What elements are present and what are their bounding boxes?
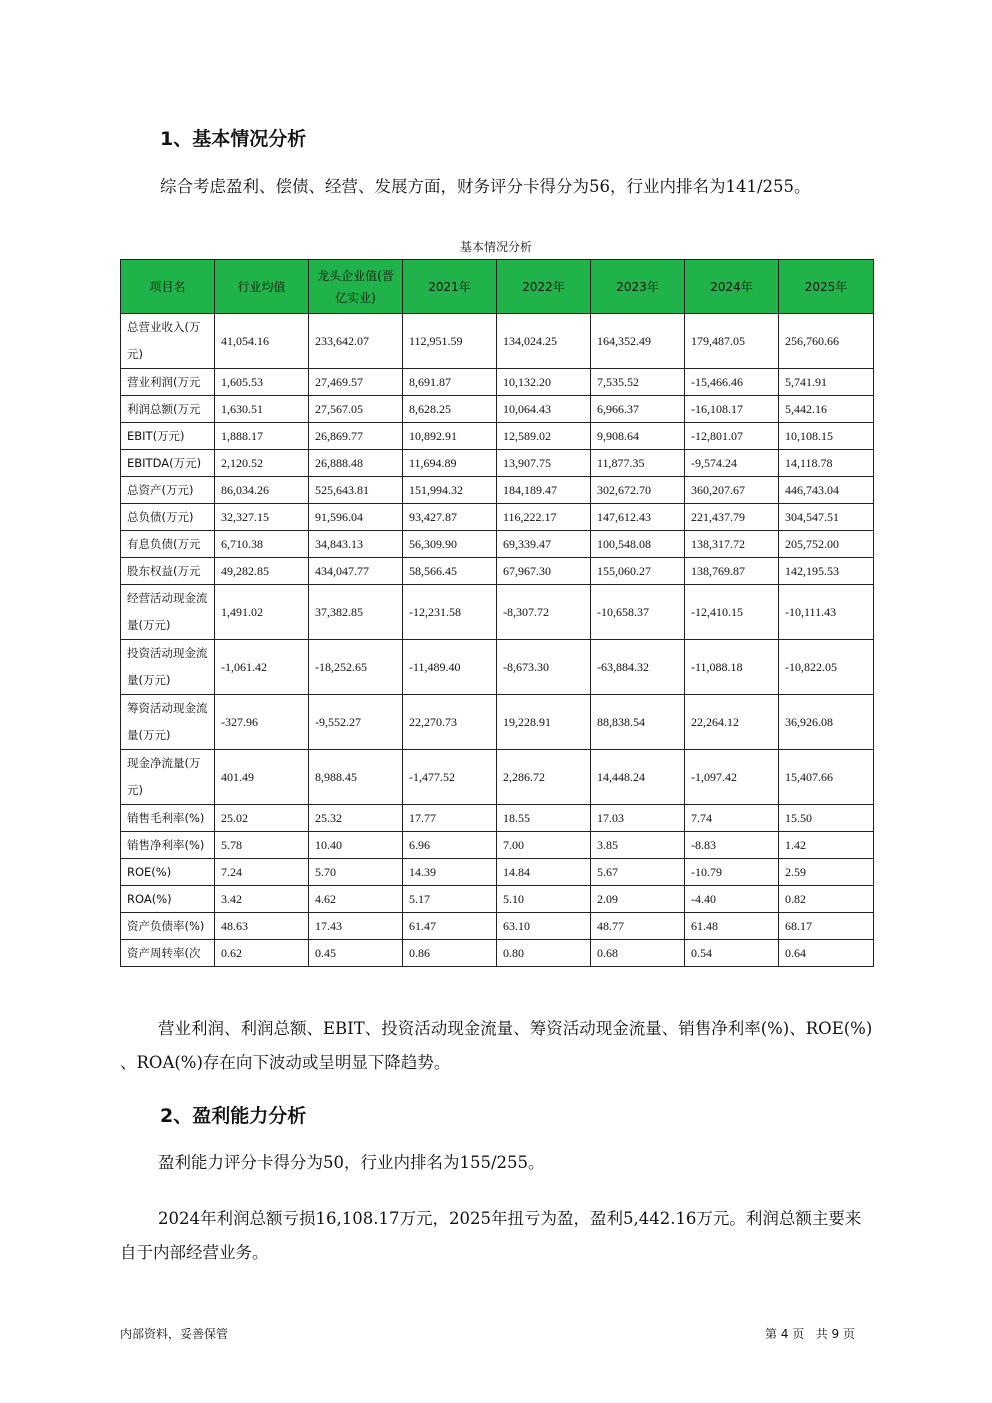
row-label: 营业利润(万元 <box>121 369 215 396</box>
table-cell: 0.82 <box>779 886 874 913</box>
table-cell: 6,966.37 <box>591 396 685 423</box>
column-header: 龙头企业值(晋亿实业) <box>309 260 403 314</box>
table-row <box>121 750 874 805</box>
column-header: 2024年 <box>685 260 779 314</box>
table-cell: 0.62 <box>215 940 309 967</box>
table-cell: 184,189.47 <box>497 477 591 504</box>
table-row <box>121 450 874 477</box>
table-cell: 5.10 <box>497 886 591 913</box>
column-header: 2023年 <box>591 260 685 314</box>
table-cell: 32,327.15 <box>215 504 309 531</box>
profit-text-line-2: 自于内部经营业务。 <box>120 1243 269 1262</box>
table-cell: 1,605.53 <box>215 369 309 396</box>
table-cell: -1,097.42 <box>685 750 779 805</box>
table-cell: 116,222.17 <box>497 504 591 531</box>
column-header: 行业均值 <box>215 260 309 314</box>
table-cell: 93,427.87 <box>403 504 497 531</box>
column-header: 2021年 <box>403 260 497 314</box>
table-cell: 2,286.72 <box>497 750 591 805</box>
row-label: 销售毛利率(%) <box>121 805 215 832</box>
table-cell: 134,024.25 <box>497 314 591 369</box>
table-cell: -9,552.27 <box>309 695 403 750</box>
table-cell: 360,207.67 <box>685 477 779 504</box>
table-cell: 1,630.51 <box>215 396 309 423</box>
row-label: ROE(%) <box>121 859 215 886</box>
table-cell: 12,589.02 <box>497 423 591 450</box>
table-cell: 26,888.48 <box>309 450 403 477</box>
table-cell: 49,282.85 <box>215 558 309 585</box>
table-cell: 2.09 <box>591 886 685 913</box>
table-cell: 13,907.75 <box>497 450 591 477</box>
table-cell: 36,926.08 <box>779 695 874 750</box>
table-cell: 67,967.30 <box>497 558 591 585</box>
row-label: EBITDA(万元) <box>121 450 215 477</box>
column-header: 2022年 <box>497 260 591 314</box>
table-cell: 0.80 <box>497 940 591 967</box>
section-1-title: 1、基本情况分析 <box>160 128 307 150</box>
table-row <box>121 558 874 585</box>
table-caption: 基本情况分析 <box>459 240 532 254</box>
table-cell: 221,437.79 <box>685 504 779 531</box>
table-cell: 5.70 <box>309 859 403 886</box>
table-cell: 2,120.52 <box>215 450 309 477</box>
section-2-title: 2、盈利能力分析 <box>160 1105 307 1127</box>
table-cell: 2.59 <box>779 859 874 886</box>
row-label: EBIT(万元) <box>121 423 215 450</box>
row-label: 筹资活动现金流量(万元) <box>121 695 215 750</box>
table-row <box>121 423 874 450</box>
table-cell: 56,309.90 <box>403 531 497 558</box>
column-header: 2025年 <box>779 260 874 314</box>
table-cell: -12,801.07 <box>685 423 779 450</box>
table-row <box>121 504 874 531</box>
table-cell: -8,307.72 <box>497 585 591 640</box>
table-cell: 304,547.51 <box>779 504 874 531</box>
table-cell: 5.78 <box>215 832 309 859</box>
table-row <box>121 886 874 913</box>
table-cell: 1.42 <box>779 832 874 859</box>
table-cell: 11,877.35 <box>591 450 685 477</box>
table-cell: -11,489.40 <box>403 640 497 695</box>
table-cell: 7,535.52 <box>591 369 685 396</box>
table-cell: 164,352.49 <box>591 314 685 369</box>
table-cell: 41,054.16 <box>215 314 309 369</box>
table-cell: 155,060.27 <box>591 558 685 585</box>
table-cell: 61.48 <box>685 913 779 940</box>
table-cell: 61.47 <box>403 913 497 940</box>
footer-page-number: 第 4 页 共 9 页 <box>765 1327 855 1341</box>
table-cell: 48.77 <box>591 913 685 940</box>
table-cell: 17.03 <box>591 805 685 832</box>
table-cell: 5,741.91 <box>779 369 874 396</box>
trend-note-line-2: 、ROA(%)存在向下波动或呈明显下降趋势。 <box>120 1053 451 1072</box>
table-header-row <box>121 260 874 314</box>
table-cell: 10.40 <box>309 832 403 859</box>
table-cell: 138,769.87 <box>685 558 779 585</box>
table-cell: 5.67 <box>591 859 685 886</box>
table-cell: 1,888.17 <box>215 423 309 450</box>
table-cell: 401.49 <box>215 750 309 805</box>
table-cell: 3.42 <box>215 886 309 913</box>
table-cell: -15,466.46 <box>685 369 779 396</box>
table-cell: 0.64 <box>779 940 874 967</box>
table-row <box>121 477 874 504</box>
table-row <box>121 940 874 967</box>
table-row <box>121 314 874 369</box>
table-cell: 10,064.43 <box>497 396 591 423</box>
table-cell: -16,108.17 <box>685 396 779 423</box>
table-cell: 142,195.53 <box>779 558 874 585</box>
table-cell: 27,567.05 <box>309 396 403 423</box>
table-cell: 0.68 <box>591 940 685 967</box>
section-1-summary: 综合考虑盈利、偿债、经营、发展方面，财务评分卡得分为56，行业内排名为141/255。 <box>160 177 811 196</box>
row-label: 投资活动现金流量(万元) <box>121 640 215 695</box>
table-cell: 5,442.16 <box>779 396 874 423</box>
table-cell: -10,111.43 <box>779 585 874 640</box>
table-cell: -8.83 <box>685 832 779 859</box>
table-cell: 37,382.85 <box>309 585 403 640</box>
row-label: 资产负债率(%) <box>121 913 215 940</box>
table-row <box>121 640 874 695</box>
table-cell: 17.77 <box>403 805 497 832</box>
table-cell: -63,884.32 <box>591 640 685 695</box>
table-cell: -10,822.05 <box>779 640 874 695</box>
table-cell: 7.74 <box>685 805 779 832</box>
table-cell: 7.24 <box>215 859 309 886</box>
table-cell: 63.10 <box>497 913 591 940</box>
table-body <box>121 314 874 967</box>
table-cell: 14.84 <box>497 859 591 886</box>
table-cell: 88,838.54 <box>591 695 685 750</box>
table-cell: 69,339.47 <box>497 531 591 558</box>
table-cell: 8,691.87 <box>403 369 497 396</box>
table-cell: 0.86 <box>403 940 497 967</box>
table-cell: 302,672.70 <box>591 477 685 504</box>
table-cell: 10,108.15 <box>779 423 874 450</box>
table-cell: 8,628.25 <box>403 396 497 423</box>
table-cell: 10,132.20 <box>497 369 591 396</box>
table-row <box>121 531 874 558</box>
row-label: 现金净流量(万元) <box>121 750 215 805</box>
table-cell: -8,673.30 <box>497 640 591 695</box>
row-label: 总资产(万元) <box>121 477 215 504</box>
table-cell: 205,752.00 <box>779 531 874 558</box>
table-cell: 14,448.24 <box>591 750 685 805</box>
table-cell: 27,469.57 <box>309 369 403 396</box>
table-cell: 179,487.05 <box>685 314 779 369</box>
table-cell: 256,760.66 <box>779 314 874 369</box>
row-label: 有息负债(万元 <box>121 531 215 558</box>
table-cell: 434,047.77 <box>309 558 403 585</box>
row-label: 股东权益(万元 <box>121 558 215 585</box>
row-label: 销售净利率(%) <box>121 832 215 859</box>
table-cell: 91,596.04 <box>309 504 403 531</box>
table-cell: 68.17 <box>779 913 874 940</box>
row-label: ROA(%) <box>121 886 215 913</box>
table-cell: 525,643.81 <box>309 477 403 504</box>
table-cell: 3.85 <box>591 832 685 859</box>
table-cell: -10,658.37 <box>591 585 685 640</box>
table-row <box>121 695 874 750</box>
table-cell: 0.45 <box>309 940 403 967</box>
table-cell: 48.63 <box>215 913 309 940</box>
table-cell: -12,410.15 <box>685 585 779 640</box>
table-cell: 5.17 <box>403 886 497 913</box>
section-2-score: 盈利能力评分卡得分为50，行业内排名为155/255。 <box>158 1153 545 1172</box>
table-cell: 233,642.07 <box>309 314 403 369</box>
row-label: 总营业收入(万元) <box>121 314 215 369</box>
row-label: 利润总额(万元 <box>121 396 215 423</box>
table-cell: 112,951.59 <box>403 314 497 369</box>
table-cell: 14,118.78 <box>779 450 874 477</box>
table-cell: 25.32 <box>309 805 403 832</box>
trend-note-line-1: 营业利润、利润总额、EBIT、投资活动现金流量、筹资活动现金流量、销售净利率(%)、ROE(%) <box>158 1019 873 1038</box>
table-cell: 6,710.38 <box>215 531 309 558</box>
row-label: 经营活动现金流量(万元) <box>121 585 215 640</box>
table-cell: 25.02 <box>215 805 309 832</box>
table-cell: 147,612.43 <box>591 504 685 531</box>
table-cell: -4.40 <box>685 886 779 913</box>
profit-text-line-1: 2024年利润总额亏损16,108.17万元，2025年扭亏为盈，盈利5,442.16万元。利润总额主要来 <box>158 1209 862 1228</box>
table-cell: 138,317.72 <box>685 531 779 558</box>
table-cell: 151,994.32 <box>403 477 497 504</box>
row-label: 资产周转率(次 <box>121 940 215 967</box>
table-cell: 0.54 <box>685 940 779 967</box>
table-row <box>121 859 874 886</box>
footer-left: 内部资料，妥善保管 <box>120 1327 229 1341</box>
table-cell: 10,892.91 <box>403 423 497 450</box>
table-cell: 7.00 <box>497 832 591 859</box>
table-cell: 15.50 <box>779 805 874 832</box>
basic-analysis-table <box>120 259 874 967</box>
table-cell: -10.79 <box>685 859 779 886</box>
table-cell: 15,407.66 <box>779 750 874 805</box>
table-cell: 4.62 <box>309 886 403 913</box>
table-row <box>121 585 874 640</box>
table-cell: 446,743.04 <box>779 477 874 504</box>
table-cell: 86,034.26 <box>215 477 309 504</box>
table-cell: 8,988.45 <box>309 750 403 805</box>
table-cell: -327.96 <box>215 695 309 750</box>
table-cell: 58,566.45 <box>403 558 497 585</box>
table-cell: -11,088.18 <box>685 640 779 695</box>
table-cell: 17.43 <box>309 913 403 940</box>
table-row <box>121 396 874 423</box>
table-cell: -9,574.24 <box>685 450 779 477</box>
table-cell: -18,252.65 <box>309 640 403 695</box>
table-cell: 34,843.13 <box>309 531 403 558</box>
table-cell: -1,061.42 <box>215 640 309 695</box>
row-label: 总负债(万元) <box>121 504 215 531</box>
table-cell: 6.96 <box>403 832 497 859</box>
table-row <box>121 805 874 832</box>
table-cell: 1,491.02 <box>215 585 309 640</box>
table-cell: 14.39 <box>403 859 497 886</box>
column-header: 项目名 <box>121 260 215 314</box>
table-cell: -1,477.52 <box>403 750 497 805</box>
table-cell: 26,869.77 <box>309 423 403 450</box>
table-cell: 18.55 <box>497 805 591 832</box>
table-cell: 22,270.73 <box>403 695 497 750</box>
table-row <box>121 913 874 940</box>
table-row <box>121 832 874 859</box>
table-cell: 22,264.12 <box>685 695 779 750</box>
table-cell: 19,228.91 <box>497 695 591 750</box>
table-cell: -12,231.58 <box>403 585 497 640</box>
table-cell: 9,908.64 <box>591 423 685 450</box>
table-cell: 11,694.89 <box>403 450 497 477</box>
table-cell: 100,548.08 <box>591 531 685 558</box>
table-row <box>121 369 874 396</box>
